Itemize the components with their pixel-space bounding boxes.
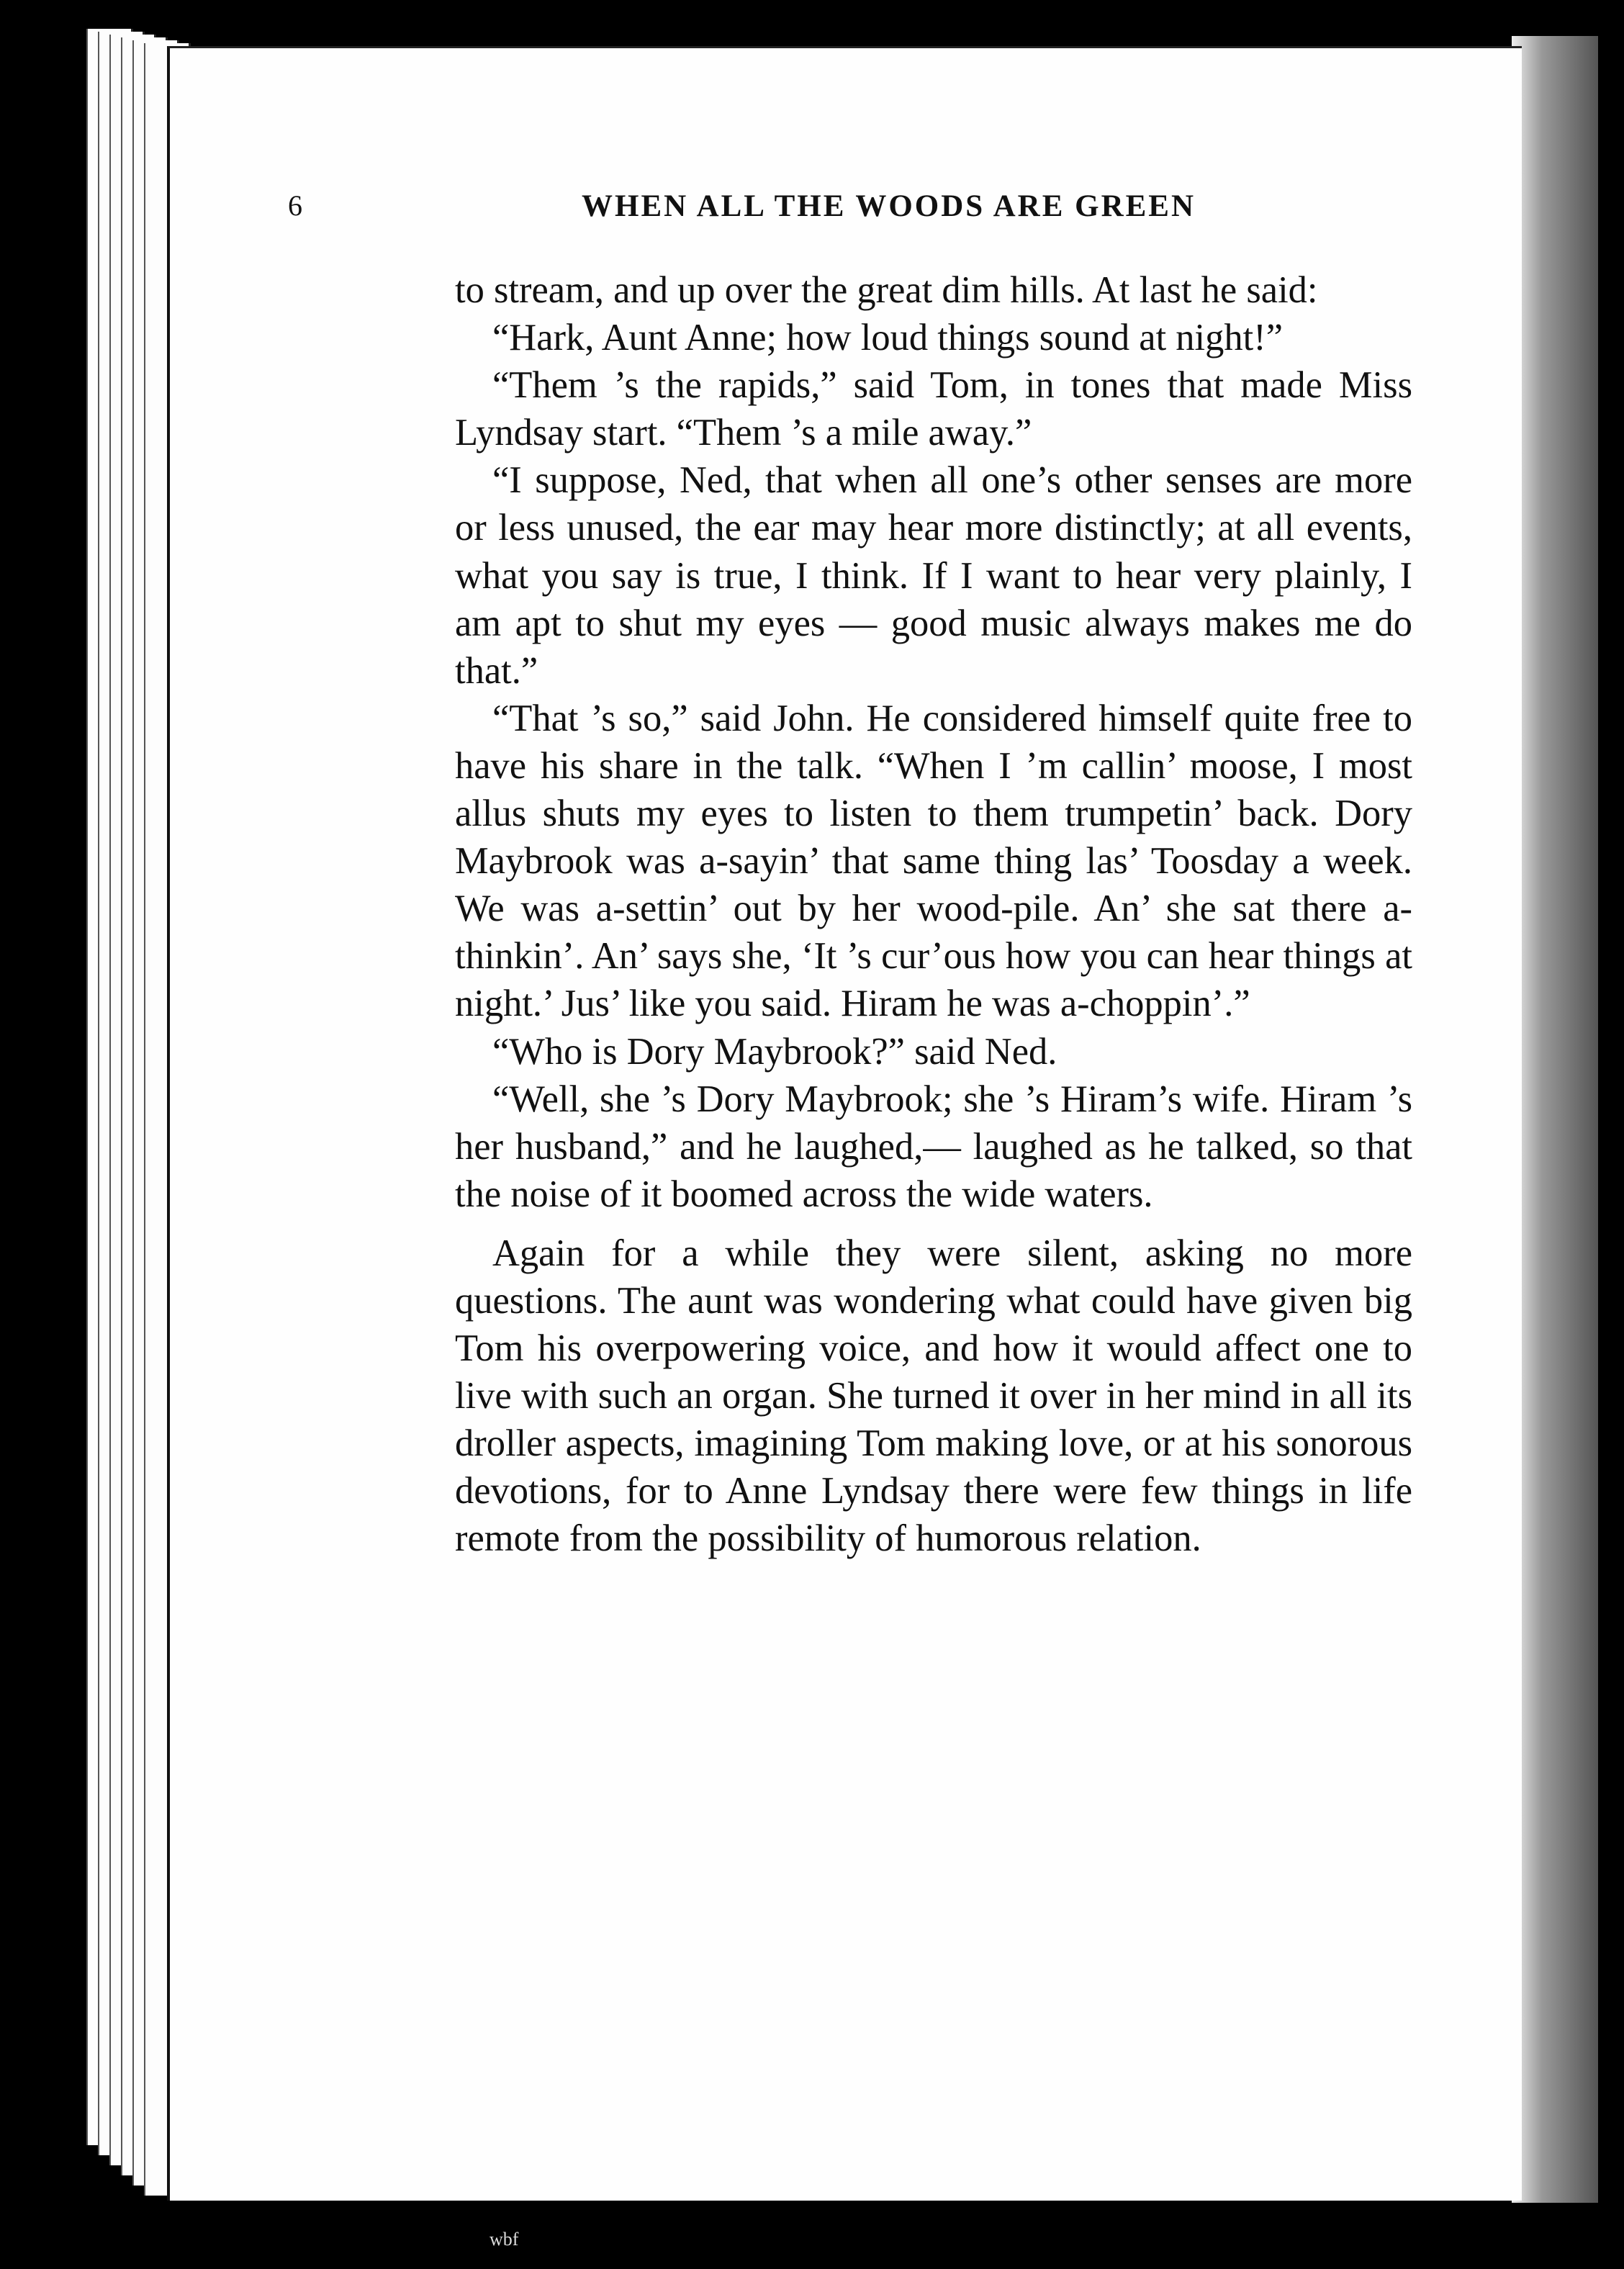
body-text xyxy=(455,266,1412,1563)
paragraph: to stream, and up over the great dim hills. At last he said: xyxy=(455,269,1318,311)
paragraph: “Who is Dory Maybrook?” said Ned. xyxy=(492,1030,1057,1073)
paragraph: “That ’s so,” said John. He considered himself quite free to have his share in the talk. “When I ’m callin’ moose, I most allus shuts my eyes to listen to them trumpetin’ back. Dory Maybrook was a-sayin’ that same thing las’ Toosday a week. We was a-settin’ out by her wood-pile. An’ she sat there a-thinkin’. An’ says she, ‘It ’s cur’ous how you can hear things at night.’ Jus’ like you said. Hiram he was a-choppin’.” xyxy=(455,697,1412,1025)
paragraph: “Well, she ’s Dory Maybrook; she ’s Hiram’s wife. Hiram ’s her husband,” and he laughed,— laughed as he talked, so that the noise of it boomed across the wide waters. xyxy=(455,1078,1412,1215)
running-head xyxy=(288,189,1260,232)
binding-gutter-shadow xyxy=(1512,36,1598,2203)
page-number: 6 xyxy=(288,189,304,222)
paragraph: “Hark, Aunt Anne; how loud things sound at night!” xyxy=(492,317,1284,359)
paragraph: Again for a while they were silent, asking no more questions. The aunt was wondering what could have given big Tom his overpowering voice, and how it would affect one to live with such an organ. She turned it over in her mind in all its droller aspects, imagining Tom making love, or at his sonorous devotions, for to Anne Lyndsay there were few things in life remote from the possibility of humorous relation. xyxy=(455,1232,1412,1560)
paragraph: “Them ’s the rapids,” said Tom, in tones that made Miss Lyndsay start. “Them ’s a mile away.” xyxy=(455,364,1412,454)
paragraph: “I suppose, Ned, that when all one’s other senses are more or less unused, the ear may hear more distinctly; at all events, what you say is true, I think. If I want to hear very plainly, I am apt to shut my eyes — good music always makes me do that.” xyxy=(455,459,1412,692)
running-title: WHEN ALL THE WOODS ARE GREEN xyxy=(582,189,1196,223)
scan-footer-mark: wbf xyxy=(490,2229,519,2250)
